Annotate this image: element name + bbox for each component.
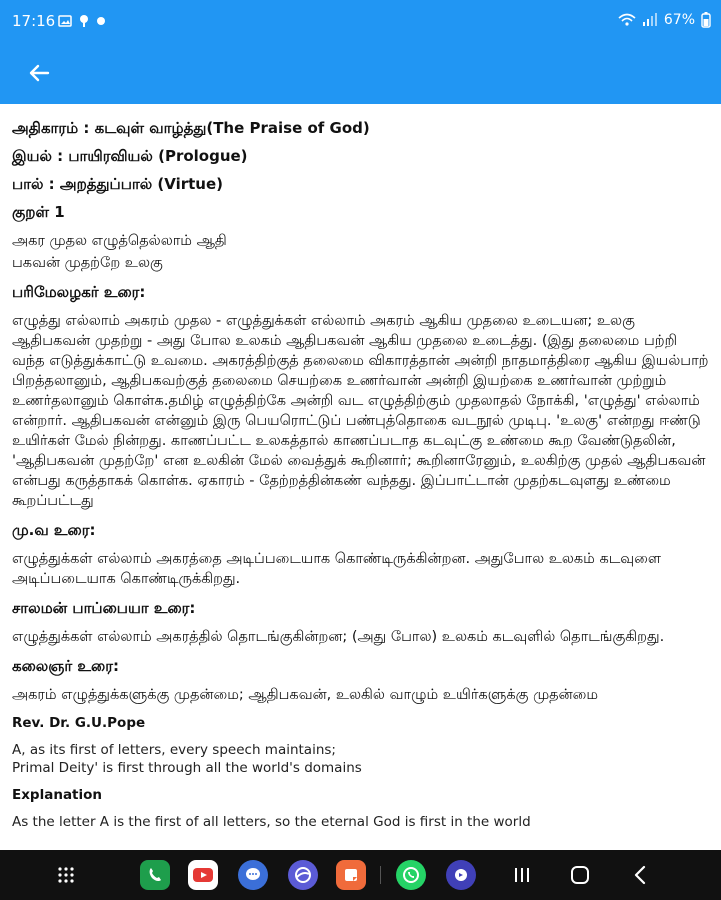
internet-app-icon[interactable] [288,860,318,890]
home-button[interactable] [566,862,594,888]
kural-detail-content[interactable] [0,104,721,850]
back-button[interactable] [24,58,54,88]
part-title: பால் : அறத்துப்பால் (Virtue) [12,175,224,193]
phone-app-icon[interactable] [140,860,170,890]
location-icon [78,14,90,28]
battery-text: 67% [663,12,695,28]
status-bar [0,0,721,44]
verse-line-2: பகவன் முதற்றே உலகு [12,255,163,271]
signal-icon [642,13,658,27]
grid-icon [56,865,76,885]
kalaignar-text: அகரம் எழுத்துக்களுக்கு முதன்மை; ஆதிபகவன், உலகில் வாழும் உயிர்களுக்கு முதன்மை [12,687,599,703]
other-app-icon[interactable] [446,860,476,890]
battery-icon [701,12,711,28]
pope-line-2: Primal Deity' is first through all the world's domains [12,760,362,776]
youtube-app-icon[interactable] [188,860,218,890]
home-icon [570,865,590,885]
whatsapp-app-icon[interactable] [396,860,426,890]
arrow-left-icon [28,62,50,84]
nav-divider [380,866,381,884]
chevron-left-icon [632,865,648,885]
recents-icon [513,866,531,884]
dot-icon [96,16,106,26]
messages-app-icon[interactable] [238,860,268,890]
chapter-title: அதிகாரம் : கடவுள் வாழ்த்து(The Praise of God) [12,119,370,137]
app-bar [0,44,721,104]
salamon-text: எழுத்துக்கள் எல்லாம் அகரத்தில் தொடங்குகின்றன; (அது போல) உலகம் கடவுளில் தொடங்குகிறது. [12,629,665,645]
muva-heading: மு.வ உரை: [12,521,96,539]
pope-heading: Rev. Dr. G.U.Pope [12,715,146,731]
gallery-icon [58,14,72,28]
parimelazhagar-text: எழுத்து எல்லாம் அகரம் முதல - எழுத்துக்கள் எல்லாம் அகரம் ஆகிய முதலை உடையன; உலகு ஆதிபகவன் முதற்று - அது போல உலகம் ஆதிபகவன் ஆகிய முதலை உடைத்து. (இது தலைமை பற்றி வந்த எடுத்துக்காட்டு உவமை. அகரத்திற்குத் தலைமை விகாரத்தான் அன்றி நாதமாத்திரை ஆகிய இயல்பாற் பிறத்தலானும், ஆதிபகவற்குத் தலைமை செயற்கை உணர்வான் அன்றி இயற்கை உணர்வான் முற்றும் உணர்தலானும் கொள்க.தமிழ் எழுத்திற்கே அன்றி வட எழுத்திற்கும் முதலாதல் நோக்கி, 'எழுத்து' எல்லாம் என்றார். ஆதிபகவன் என்னும் இரு பெயரொட்டுப் பண்புத்தொகை வடநூல் முடிபு. 'உலகு' என்றது ஈண்டு உயிர்கள் மேல் நின்றது. காணப்பட்ட உலகத்தால் காணப்படாத கடவுட்கு உண்மை கூற வேண்டுதலின், 'ஆதிபகவன் முதற்றே' என உலகின் மேல் வைத்துக் கூறினார்; கூறினாரேனும், உலகிற்கு முதல் ஆதிபகவன் என்பது கருத்தாகக் கொள்க. ஏகாரம் - தேற்றத்தின்கண் வந்தது. இப்பாட்டான் முதற்கடவுளது உண்மை கூறப்பட்டது [12,313,709,509]
parimelazhagar-heading: பரிமேலழகர் உரை: [12,283,146,301]
salamon-heading: சாலமன் பாப்பையா உரை: [12,599,196,617]
recent-apps-button[interactable] [508,862,536,888]
section-title: இயல் : பாயிரவியல் (Prologue) [12,147,248,165]
pope-line-1: A, as its first of letters, every speech maintains; [12,742,336,758]
back-nav-button[interactable] [626,862,654,888]
kural-number: குறள் 1 [12,203,65,221]
notification-icons [58,14,106,28]
muva-text: எழுத்துக்கள் எல்லாம் அகரத்தை அடிப்படையாக கொண்டிருக்கின்றன. அதுபோல உலகம் கடவுளை அடிப்படையாக கொண்டிருக்கிறது. [12,551,661,587]
bottom-navigation-bar [0,850,721,900]
wifi-icon [618,13,636,27]
system-status [618,12,711,28]
verse-line-1: அகர முதல எழுத்தெல்லாம் ஆதி [12,233,227,249]
explanation-heading: Explanation [12,787,103,803]
app-drawer-button[interactable] [52,862,80,888]
status-time: 17:16 [12,12,56,30]
notes-app-icon[interactable] [336,860,366,890]
explanation-text: As the letter A is the first of all letters, so the eternal God is first in the world [12,814,531,830]
kalaignar-heading: கலைஞர் உரை: [12,657,119,675]
